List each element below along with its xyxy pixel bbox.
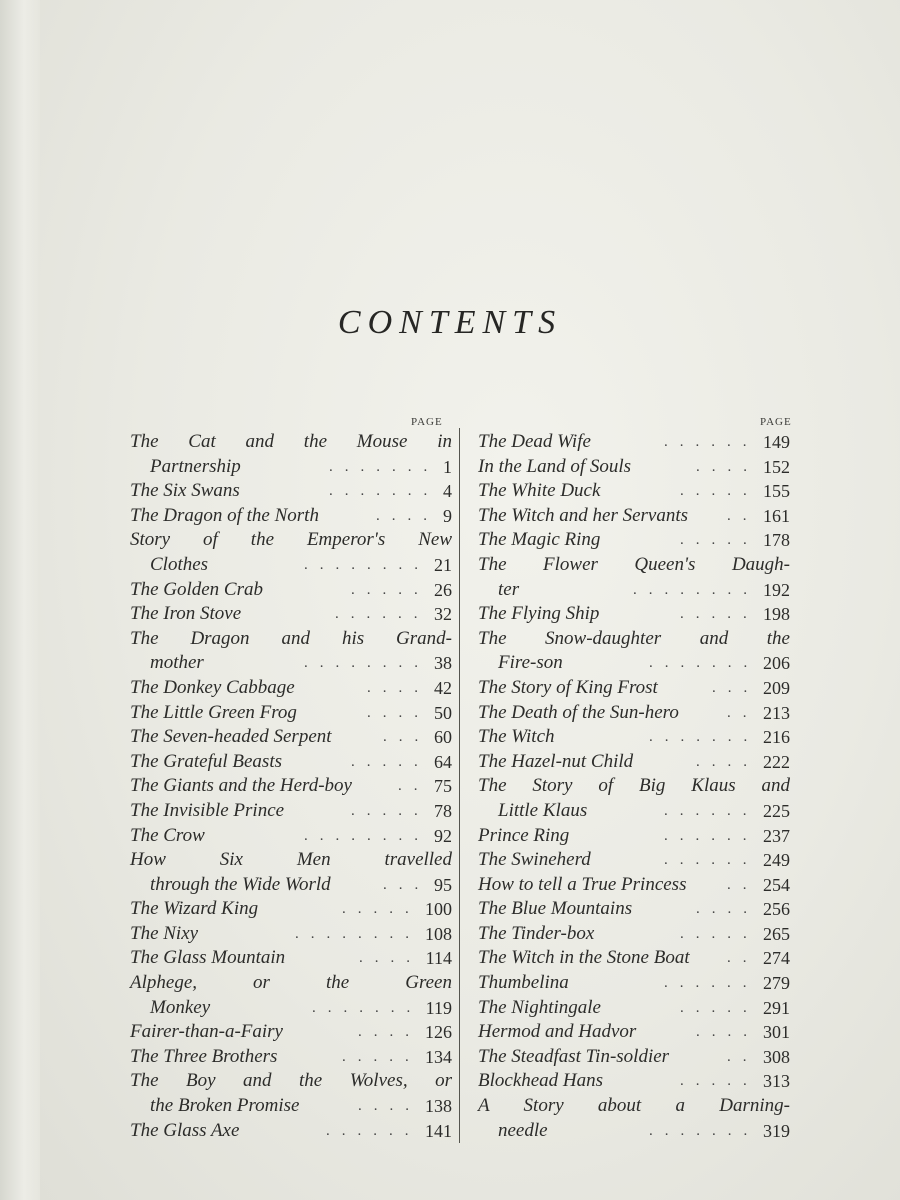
- toc-entry-page-number: 274: [763, 948, 790, 969]
- toc-entry: [130, 848, 452, 873]
- toc-entry-page-number: 225: [763, 800, 790, 821]
- toc-entry-page-number: 21: [434, 554, 452, 575]
- toc-entry-title: needle: [498, 1119, 548, 1141]
- toc-entry: [478, 1119, 790, 1144]
- toc-entry: [478, 799, 790, 824]
- toc-entry-page-number: 75: [434, 776, 452, 797]
- leader-dots: ....: [367, 679, 430, 696]
- toc-entry-title: The Nixy: [130, 922, 199, 944]
- toc-entry-title: Story of the Emperor's New: [130, 529, 452, 551]
- toc-entry-title: The Blue Mountains: [478, 898, 633, 920]
- leader-dots: .....: [680, 1073, 759, 1090]
- toc-entry: [130, 455, 452, 480]
- toc-entry-page-number: 198: [763, 604, 790, 625]
- page-title: CONTENTS: [337, 304, 563, 341]
- leader-dots: ........: [304, 556, 430, 573]
- toc-entry: [130, 996, 452, 1021]
- toc-entry: [130, 750, 452, 775]
- toc-entry-page-number: 319: [763, 1120, 790, 1141]
- toc-entry: [478, 922, 790, 947]
- toc-entry: [478, 1020, 790, 1045]
- toc-entry-page-number: 161: [763, 505, 790, 526]
- toc-entry-title: The Tinder-box: [478, 922, 595, 944]
- leader-dots: ......: [664, 975, 759, 992]
- toc-entry-page-number: 126: [425, 1022, 452, 1043]
- contents-column-left: [130, 430, 452, 1143]
- toc-entry: [478, 528, 790, 553]
- toc-entry-page-number: 222: [763, 751, 790, 772]
- leader-dots: ......: [326, 1122, 421, 1139]
- toc-entry-title: The Boy and the Wolves, or: [130, 1070, 452, 1092]
- toc-entry-title: The Grateful Beasts: [130, 750, 282, 772]
- toc-entry-title: The Giants and the Herd-boy: [130, 775, 352, 797]
- toc-entry-title: The Dragon of the North: [130, 504, 319, 526]
- toc-entry: [478, 430, 790, 455]
- toc-entry: [130, 578, 452, 603]
- toc-entry-page-number: 119: [425, 997, 452, 1018]
- toc-entry-page-number: 108: [425, 923, 452, 944]
- toc-entry: [130, 676, 452, 701]
- toc-entry-page-number: 95: [434, 874, 452, 895]
- toc-entry-page-number: 138: [425, 1096, 452, 1117]
- leader-dots: ........: [633, 581, 759, 598]
- toc-entry-title: The Iron Stove: [130, 603, 242, 625]
- toc-entry: [478, 996, 790, 1021]
- toc-entry-title: The Dead Wife: [478, 431, 591, 452]
- toc-entry-title: The Flying Ship: [478, 603, 600, 625]
- toc-entry-page-number: 141: [425, 1120, 452, 1141]
- toc-entry-title: through the Wide World: [150, 873, 331, 895]
- toc-entry-page-number: 64: [434, 751, 452, 772]
- toc-entry-title: The Hazel-nut Child: [478, 750, 634, 772]
- toc-entry-title: The Story of Big Klaus and: [478, 775, 790, 797]
- toc-entry-page-number: 209: [763, 677, 790, 698]
- toc-entry-page-number: 206: [763, 653, 790, 674]
- toc-entry-page-number: 192: [763, 579, 790, 600]
- toc-entry: [130, 946, 452, 971]
- leader-dots: ......: [664, 827, 759, 844]
- leader-dots: ......: [664, 802, 759, 819]
- page-binding-edge: [0, 0, 41, 1200]
- leader-dots: ......: [664, 852, 759, 869]
- toc-entry: [130, 725, 452, 750]
- toc-entry: [130, 479, 452, 504]
- toc-entry: [130, 528, 452, 553]
- toc-entry: [130, 1119, 452, 1144]
- toc-entry-title: The Story of King Frost: [478, 676, 658, 698]
- leader-dots: ..: [727, 1048, 759, 1065]
- toc-entry-title: The Glass Axe: [130, 1119, 240, 1141]
- leader-dots: .....: [680, 925, 759, 942]
- leader-dots: .....: [342, 901, 421, 918]
- toc-entry: [130, 774, 452, 799]
- toc-entry-title: The Six Swans: [130, 480, 240, 502]
- toc-entry-page-number: 265: [763, 923, 790, 944]
- toc-entry: [478, 848, 790, 873]
- column-divider: [459, 428, 460, 1143]
- toc-entry-page-number: 308: [763, 1046, 790, 1067]
- toc-entry-title: A Story about a Darning-: [478, 1095, 790, 1117]
- toc-entry-page-number: 134: [425, 1046, 452, 1067]
- toc-entry: [130, 1020, 452, 1045]
- toc-entry: [478, 897, 790, 922]
- leader-dots: .....: [680, 483, 759, 500]
- toc-entry: [130, 873, 452, 898]
- leader-dots: .....: [680, 532, 759, 549]
- leader-dots: ...: [712, 679, 760, 696]
- toc-entry-page-number: 32: [434, 604, 452, 625]
- toc-entry-title: The Golden Crab: [130, 578, 263, 600]
- toc-entry: [130, 1069, 452, 1094]
- toc-entry-title: The Glass Mountain: [130, 947, 286, 969]
- toc-entry: [478, 479, 790, 504]
- toc-entry-title: Alphege, or the Green: [130, 972, 452, 994]
- toc-entry-title: The Swineherd: [478, 849, 591, 871]
- toc-entry-page-number: 78: [434, 800, 452, 821]
- toc-entry-page-number: 249: [763, 850, 790, 871]
- leader-dots: ....: [696, 458, 759, 475]
- leader-dots: .......: [649, 655, 760, 672]
- toc-entry: [478, 824, 790, 849]
- toc-entry: [478, 1094, 790, 1119]
- toc-entry: [478, 750, 790, 775]
- toc-entry-title: Thumbelina: [478, 972, 569, 994]
- toc-entry-title: The Donkey Cabbage: [130, 676, 295, 698]
- toc-entry-page-number: 9: [443, 505, 452, 526]
- toc-entry: [130, 553, 452, 578]
- leader-dots: .....: [351, 802, 430, 819]
- leader-dots: .......: [649, 1122, 760, 1139]
- toc-entry-page-number: 26: [434, 579, 452, 600]
- toc-entry-page-number: 291: [763, 997, 790, 1018]
- leader-dots: ....: [696, 753, 759, 770]
- leader-dots: .......: [329, 458, 440, 475]
- leader-dots: ..: [727, 950, 759, 967]
- leader-dots: .......: [312, 999, 423, 1016]
- toc-entry-title: ter: [498, 578, 520, 600]
- toc-entry: [130, 430, 452, 455]
- toc-entry-title: Monkey: [150, 996, 211, 1018]
- leader-dots: .....: [351, 581, 430, 598]
- toc-entry: [478, 1069, 790, 1094]
- toc-entry-page-number: 100: [425, 899, 452, 920]
- toc-entry: [478, 873, 790, 898]
- toc-entry-title: The Three Brothers: [130, 1045, 278, 1067]
- leader-dots: ....: [358, 1098, 421, 1115]
- leader-dots: ...: [383, 729, 431, 746]
- toc-entry: [130, 1045, 452, 1070]
- toc-entry-page-number: 301: [763, 1022, 790, 1043]
- toc-entry: [130, 1094, 452, 1119]
- toc-entry: [478, 602, 790, 627]
- leader-dots: ..: [727, 507, 759, 524]
- toc-entry: [478, 1045, 790, 1070]
- toc-entry: [130, 971, 452, 996]
- toc-entry: [478, 774, 790, 799]
- toc-entry-page-number: 213: [763, 702, 790, 723]
- toc-entry-page-number: 38: [434, 653, 452, 674]
- toc-entry-title: The Magic Ring: [478, 529, 601, 551]
- toc-entry: [478, 651, 790, 676]
- toc-entry-title: The Seven-headed Serpent: [130, 726, 332, 748]
- leader-dots: ..: [398, 778, 430, 795]
- toc-entry-title: The Nightingale: [478, 996, 601, 1018]
- leader-dots: ....: [696, 1024, 759, 1041]
- leader-dots: .......: [649, 729, 760, 746]
- toc-entry: [478, 725, 790, 750]
- toc-entry: [478, 676, 790, 701]
- toc-entry-title: The Witch and her Servants: [478, 504, 689, 526]
- toc-entry-title: The Death of the Sun-hero: [478, 701, 679, 723]
- toc-entry-title: Blockhead Hans: [478, 1070, 604, 1092]
- toc-entry-title: The Invisible Prince: [130, 799, 285, 821]
- toc-entry-page-number: 50: [434, 702, 452, 723]
- toc-entry: [130, 602, 452, 627]
- toc-entry: [478, 504, 790, 529]
- toc-entry-page-number: 152: [763, 456, 790, 477]
- toc-entry-page-number: 60: [434, 727, 452, 748]
- leader-dots: ..: [727, 704, 759, 721]
- leader-dots: .......: [329, 483, 440, 500]
- toc-entry-title: The Steadfast Tin-soldier: [478, 1045, 670, 1067]
- toc-entry-page-number: 254: [763, 874, 790, 895]
- toc-entry: [478, 971, 790, 996]
- toc-entry: [130, 922, 452, 947]
- toc-entry: [130, 504, 452, 529]
- toc-entry-title: The Cat and the Mouse in: [130, 431, 452, 452]
- toc-entry-title: In the Land of Souls: [478, 455, 632, 477]
- toc-entry: [130, 824, 452, 849]
- leader-dots: ....: [696, 901, 759, 918]
- page-column-label-left: PAGE: [411, 416, 443, 428]
- leader-dots: ....: [376, 507, 439, 524]
- toc-entry-page-number: 92: [434, 825, 452, 846]
- leader-dots: .....: [342, 1048, 421, 1065]
- toc-entry-page-number: 237: [763, 825, 790, 846]
- leader-dots: ......: [664, 434, 759, 450]
- toc-entry: [130, 627, 452, 652]
- toc-entry-title: mother: [150, 652, 204, 674]
- toc-entry: [130, 897, 452, 922]
- toc-entry-title: Little Klaus: [498, 799, 588, 821]
- toc-entry-title: The Witch: [478, 726, 555, 748]
- toc-entry: [478, 455, 790, 480]
- toc-entry-page-number: 256: [763, 899, 790, 920]
- contents-column-right: [478, 430, 790, 1143]
- leader-dots: ....: [359, 950, 422, 967]
- toc-entry-page-number: 114: [425, 948, 452, 969]
- toc-entry: [478, 578, 790, 603]
- leader-dots: .....: [680, 606, 759, 623]
- toc-entry-page-number: 4: [443, 481, 452, 502]
- toc-entry-page-number: 155: [763, 481, 790, 502]
- toc-entry-title: Fairer-than-a-Fairy: [130, 1021, 283, 1043]
- page-column-label-right: PAGE: [760, 416, 792, 428]
- toc-entry: [478, 701, 790, 726]
- leader-dots: ....: [367, 704, 430, 721]
- toc-entry-title: Partnership: [150, 455, 241, 477]
- toc-entry-title: The Witch in the Stone Boat: [478, 947, 690, 969]
- leader-dots: .....: [351, 753, 430, 770]
- toc-entry-title: The White Duck: [478, 480, 601, 502]
- toc-entry-title: The Crow: [130, 824, 205, 846]
- toc-entry-page-number: 279: [763, 973, 790, 994]
- toc-entry-title: Fire-son: [498, 652, 563, 674]
- leader-dots: ........: [304, 655, 430, 672]
- toc-entry: [478, 946, 790, 971]
- toc-entry: [130, 799, 452, 824]
- leader-dots: ...: [383, 876, 431, 893]
- leader-dots: ........: [304, 827, 430, 844]
- leader-dots: ....: [358, 1024, 421, 1041]
- toc-entry-title: The Little Green Frog: [130, 701, 297, 723]
- toc-entry: [130, 651, 452, 676]
- toc-entry: [478, 553, 790, 578]
- toc-entry-page-number: 1: [443, 456, 452, 477]
- toc-entry-title: The Snow-daughter and the: [478, 627, 790, 649]
- toc-entry-page-number: 149: [763, 432, 790, 452]
- leader-dots: ........: [295, 925, 421, 942]
- toc-entry-title: Prince Ring: [478, 824, 570, 846]
- toc-entry-title: the Broken Promise: [150, 1095, 300, 1117]
- toc-entry-page-number: 178: [763, 530, 790, 551]
- toc-entry-title: Hermod and Hadvor: [478, 1021, 637, 1043]
- leader-dots: ..: [727, 876, 759, 893]
- toc-entry-title: The Flower Queen's Daugh-: [478, 553, 790, 575]
- toc-entry-title: How to tell a True Princess: [478, 873, 687, 895]
- toc-entry-page-number: 42: [434, 677, 452, 698]
- leader-dots: ......: [335, 606, 430, 623]
- toc-entry-title: The Dragon and his Grand-: [130, 627, 452, 649]
- toc-entry-title: Clothes: [150, 553, 209, 575]
- toc-entry: [478, 627, 790, 652]
- toc-entry-page-number: 216: [763, 727, 790, 748]
- toc-entry-title: How Six Men travelled: [130, 849, 452, 871]
- toc-entry: [130, 701, 452, 726]
- toc-entry-title: The Wizard King: [130, 898, 259, 920]
- leader-dots: .....: [680, 999, 759, 1016]
- toc-entry-page-number: 313: [763, 1071, 790, 1092]
